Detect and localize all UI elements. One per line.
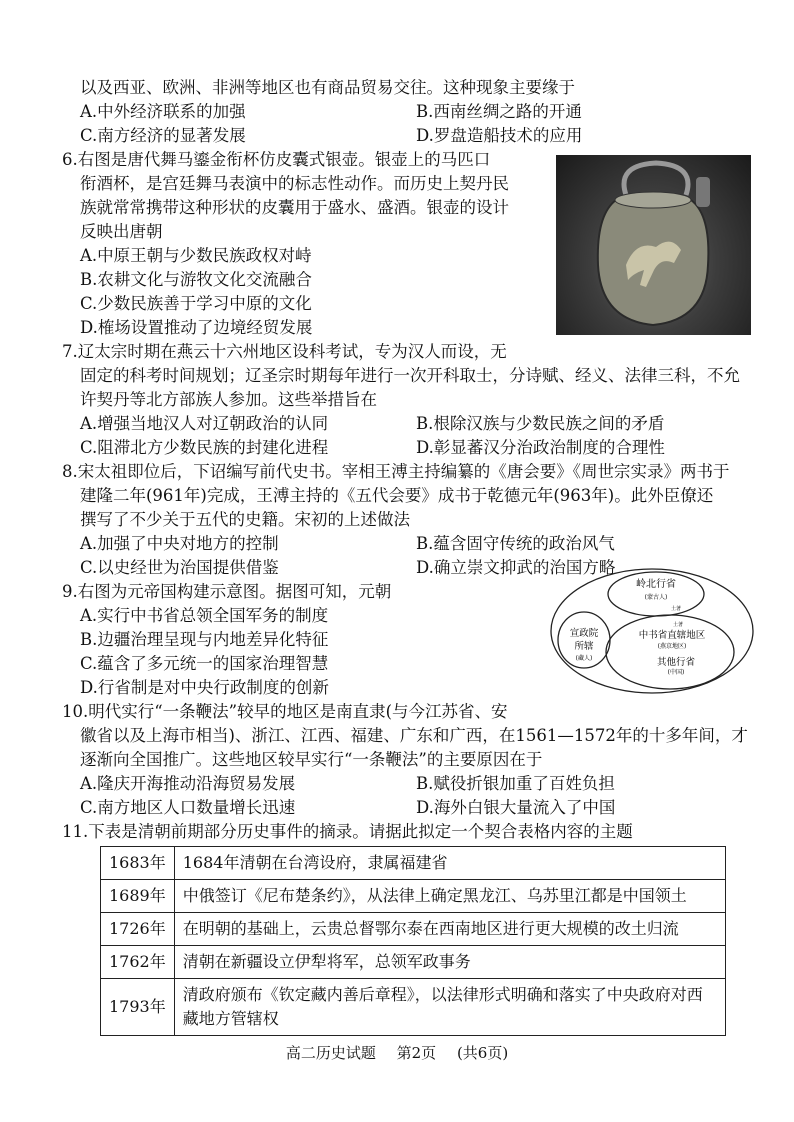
question-6-stem: 6.右图是唐代舞马鎏金衔杯仿皮囊式银壶。银壶上的马匹口	[62, 150, 491, 169]
central-sub: (燕京地区)	[657, 643, 687, 650]
event-cell: 1684年清朝在台湾设府，隶属福建省	[174, 847, 725, 880]
year-cell: 1726年	[101, 913, 175, 946]
question-7-stem: 7.辽太宗时期在燕云十六州地区设科考试，专为汉人而设，无	[62, 342, 507, 361]
option-c: C.少数民族善于学习中原的文化	[80, 294, 312, 313]
question-10-stem: 逐渐向全国推广。这些地区较早实行“一条鞭法”的主要原因在于	[80, 750, 543, 769]
option-d: D.彰显蕃汉分治政治制度的合理性	[416, 438, 665, 457]
footer-total: (共6页)	[456, 1044, 509, 1062]
table-row	[101, 946, 726, 979]
question-7-stem: 固定的科考时间规划；辽圣宗时期每年进行一次开科取士，分诗赋、经义、法律三科，不允	[80, 366, 740, 385]
option-b: B.赋役折银加重了百姓负担	[416, 774, 615, 793]
table-row	[101, 979, 726, 1036]
question-6-stem: 衔酒杯，是宫廷舞马表演中的标志性动作。而历史上契丹民	[80, 174, 509, 193]
lingbei-sub2: 土著	[670, 606, 682, 612]
other-provinces-sub: (中国)	[667, 669, 685, 676]
option-c: C.以史经世为治国提供借鉴	[80, 558, 279, 577]
option-a: A.实行中书省总领全国军务的制度	[80, 606, 329, 625]
lingbei-sub: (蒙古人)	[644, 594, 668, 601]
xuanzhengyuan-label2: 所辖	[574, 641, 594, 652]
option-b: B.蕴含固守传统的政治风气	[416, 534, 615, 553]
event-cell: 清政府颁布《钦定藏内善后章程》，以法律形式明确和落实了中央政府对西藏地方管辖权	[174, 979, 725, 1036]
year-cell: 1689年	[101, 880, 175, 913]
xuanzhengyuan-label: 宣政院	[569, 628, 599, 639]
option-d: D.行省制是对中央行政制度的创新	[80, 678, 329, 697]
question-8-stem: 建隆二年(961年)完成，王溥主持的《五代会要》成书于乾德元年(963年)。此外臣僚还	[80, 486, 714, 505]
year-cell: 1793年	[101, 979, 175, 1036]
option-c: C.蕴含了多元统一的国家治理智慧	[80, 654, 329, 673]
question-8-stem: 8.宋太祖即位后，下诏编写前代史书。宰相王溥主持编纂的《唐会要》《周世宗实录》两书于	[62, 462, 730, 481]
question-10-stem: 徽省以及上海市相当)、浙江、江西、福建、广东和广西，在1561—1572年的十多年间，才	[80, 726, 748, 745]
option-c: C.阻滞北方少数民族的封建化进程	[80, 438, 329, 457]
option-d: D.确立崇文抑武的治国方略	[416, 558, 616, 577]
question-11-stem: 11.下表是清朝前期部分历史事件的摘录。请据此拟定一个契合表格内容的主题	[62, 822, 633, 841]
option-b: B.农耕文化与游牧文化交流融合	[80, 270, 312, 289]
option-a: A.加强了中央对地方的控制	[80, 534, 279, 553]
option-b: B.边疆治理呈现与内地差异化特征	[80, 630, 329, 649]
question-5-stem-end: 以及西亚、欧洲、非洲等地区也有商品贸易交往。这种现象主要缘于	[80, 78, 575, 97]
footer-subject: 高二历史试题	[285, 1044, 376, 1062]
xuanzhengyuan-sub: (藏人)	[575, 655, 593, 662]
event-cell: 中俄签订《尼布楚条约》，从法律上确定黑龙江、乌苏里江都是中国领土	[174, 880, 725, 913]
central-label: 中书省直辖地区	[638, 630, 706, 641]
table-row	[101, 847, 726, 880]
silver-pot-illustration	[556, 155, 751, 335]
question-6-stem: 族就常常携带这种形状的皮囊用于盛水、盛酒。银壶的设计	[80, 198, 509, 217]
central-ellipse	[606, 615, 734, 689]
other-provinces-label: 其他行省	[656, 657, 696, 668]
question-6-stem: 反映出唐朝	[80, 222, 163, 241]
central-small: 土著	[672, 622, 684, 628]
option-b: B.西南丝绸之路的开通	[416, 102, 582, 121]
question-7-stem: 许契丹等北方部族人参加。这些举措旨在	[80, 390, 377, 409]
event-cell: 在明朝的基础上，云贵总督鄂尔泰在西南地区进行更大规模的改土归流	[174, 913, 725, 946]
page-footer	[0, 1042, 794, 1063]
footer-page: 第2页	[396, 1044, 437, 1062]
option-a: A.中原王朝与少数民族政权对峙	[80, 246, 312, 265]
silver-pot-photo	[556, 155, 751, 335]
table-row	[101, 913, 726, 946]
option-d: D.罗盘造船技术的应用	[416, 126, 583, 145]
option-c: C.南方地区人口数量增长迅速	[80, 798, 296, 817]
year-cell: 1762年	[101, 946, 175, 979]
lingbei-label: 岭北行省	[636, 579, 676, 590]
question-10-stem: 10.明代实行“一条鞭法”较早的地区是南直隶(与今江苏省、安	[62, 702, 508, 721]
option-b: B.根除汉族与少数民族之间的矛盾	[416, 414, 665, 433]
option-d: D.榷场设置推动了边境经贸发展	[80, 318, 313, 337]
option-a: A.隆庆开海推动沿海贸易发展	[80, 774, 296, 793]
qing-events-table	[100, 846, 726, 1036]
option-a: A.中外经济联系的加强	[80, 102, 246, 121]
option-c: C.南方经济的显著发展	[80, 126, 246, 145]
yuan-empire-structure-diagram	[548, 566, 756, 696]
question-9-stem: 9.右图为元帝国构建示意图。据图可知，元朝	[62, 582, 392, 601]
year-cell: 1683年	[101, 847, 175, 880]
event-cell: 清朝在新疆设立伊犁将军，总领军政事务	[174, 946, 725, 979]
question-8-stem: 撰写了不少关于五代的史籍。宋初的上述做法	[80, 510, 410, 529]
option-a: A.增强当地汉人对辽朝政治的认同	[80, 414, 329, 433]
option-d: D.海外白银大量流入了中国	[416, 798, 616, 817]
table-row	[101, 880, 726, 913]
